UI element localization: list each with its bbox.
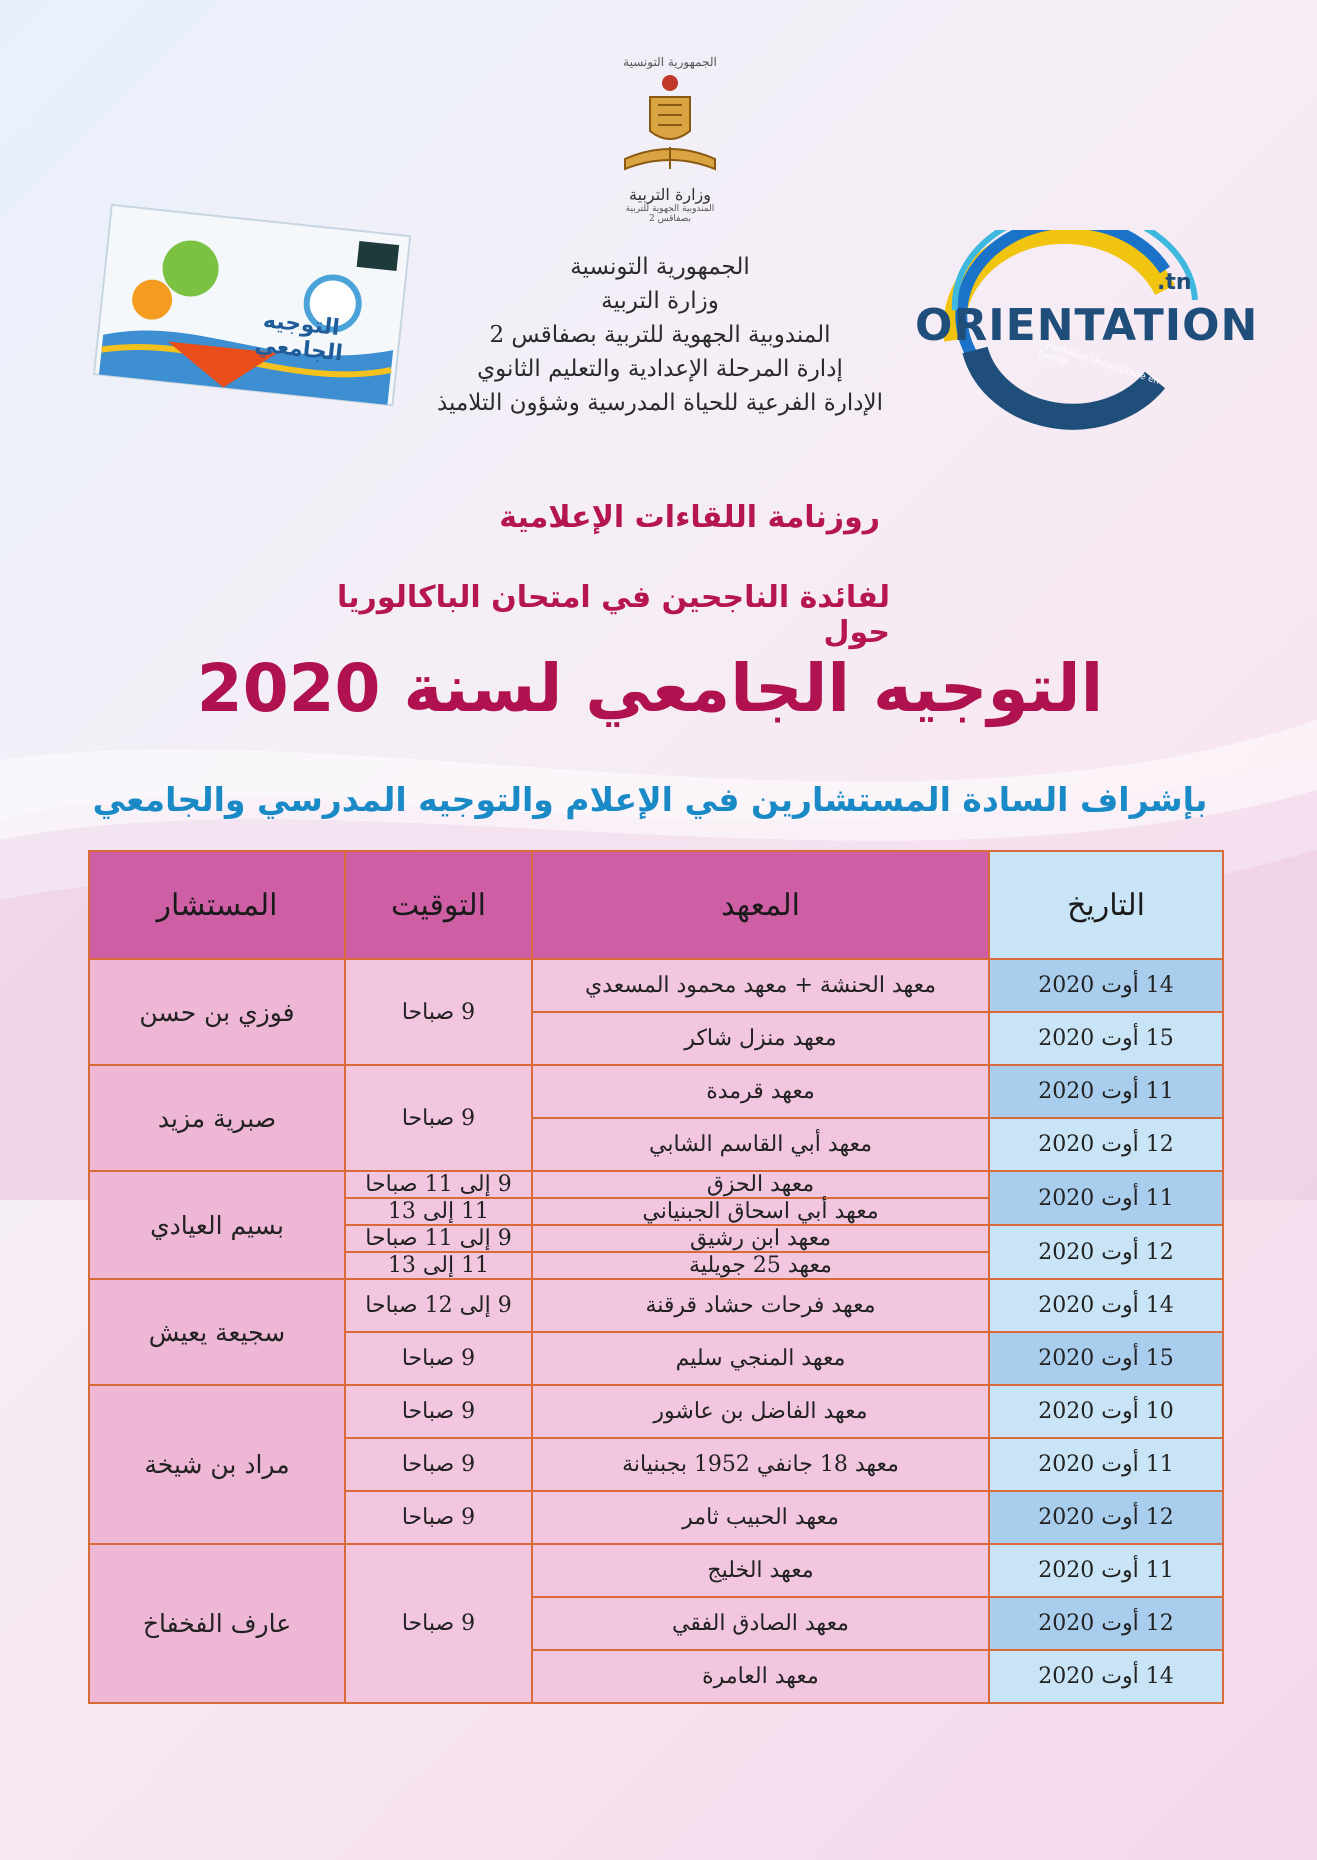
emblem-ministry-text: وزارة التربية (629, 185, 711, 204)
date-cell: 12 أوت 2020 (989, 1118, 1223, 1171)
time-cell: 9 إلى 11 صباحا (345, 1171, 532, 1198)
time-cell: 9 إلى 11 صباحا (345, 1225, 532, 1252)
time-cell: 9 صباحا (345, 1065, 532, 1171)
card-logo-text: التوجيه الجامعي (253, 308, 344, 367)
date-cell: 12 أوت 2020 (989, 1597, 1223, 1650)
time-cell: 11 إلى 13 (345, 1198, 532, 1225)
schedule-table (88, 850, 1224, 1704)
institute-cell: معهد الصادق الفقي (532, 1597, 989, 1650)
emblem-sub-text: المندوبية الجهوية للتربية بصفاقس 2 (625, 204, 715, 224)
table-row (89, 1385, 1223, 1438)
university-orientation-card-logo (80, 200, 425, 450)
date-cell: 15 أوت 2020 (989, 1332, 1223, 1385)
institute-cell: معهد 25 جويلية (532, 1252, 989, 1279)
date-cell: 11 أوت 2020 (989, 1065, 1223, 1118)
ministry-emblem (610, 55, 730, 240)
admin-line-republic: الجمهورية التونسية (570, 254, 750, 280)
calendar-title: روزنامة اللقاءات الإعلامية (499, 500, 880, 535)
column-header-advisor: المستشار (89, 851, 345, 959)
admin-line-regional: المندوبية الجهوية للتربية بصفاقس 2 (489, 322, 831, 348)
institute-cell: معهد منزل شاكر (532, 1012, 989, 1065)
administration-heading (380, 250, 940, 420)
institute-cell: معهد المنجي سليم (532, 1332, 989, 1385)
date-cell: 14 أوت 2020 (989, 1279, 1223, 1332)
page-title: التوجيه الجامعي لسنة 2020 (196, 650, 1104, 727)
time-cell: 11 إلى 13 (345, 1252, 532, 1279)
date-cell: 12 أوت 2020 (989, 1225, 1223, 1279)
table-header-row (89, 851, 1223, 959)
institute-cell: معهد فرحات حشاد قرقنة (532, 1279, 989, 1332)
institute-cell: معهد أبي اسحاق الجبنياني (532, 1198, 989, 1225)
institute-cell: معهد الحزق (532, 1171, 989, 1198)
date-cell: 10 أوت 2020 (989, 1385, 1223, 1438)
admin-line-ministry: وزارة التربية (601, 288, 719, 314)
date-cell: 11 أوت 2020 (989, 1438, 1223, 1491)
institute-cell: معهد الخليج (532, 1544, 989, 1597)
institute-cell: معهد الحنشة + معهد محمود المسعدي (532, 959, 989, 1012)
advisor-cell: سجيعة يعيش (89, 1279, 345, 1385)
institute-cell: معهد العامرة (532, 1650, 989, 1703)
time-cell: 9 إلى 12 صباحا (345, 1279, 532, 1332)
date-cell: 14 أوت 2020 (989, 959, 1223, 1012)
time-cell: 9 صباحا (345, 1491, 532, 1544)
orientation-logo-tld: .tn (1157, 270, 1192, 295)
institute-cell: معهد الفاضل بن عاشور (532, 1385, 989, 1438)
institute-cell: معهد 18 جانفي 1952 بجبنيانة (532, 1438, 989, 1491)
date-cell: 15 أوت 2020 (989, 1012, 1223, 1065)
institute-cell: معهد قرمدة (532, 1065, 989, 1118)
time-cell: 9 صباحا (345, 1332, 532, 1385)
table-row (89, 1065, 1223, 1118)
supervision-line: بإشراف السادة المستشارين في الإعلام والتوجيه المدرسي والجامعي (92, 780, 1208, 819)
advisor-cell: عارف الفخفاخ (89, 1544, 345, 1703)
calendar-subtitle: لفائدة الناجحين في امتحان الباكالوريا حول (337, 580, 890, 650)
admin-line-subdirectorate: الإدارة الفرعية للحياة المدرسية وشؤون التلاميذ (436, 390, 884, 416)
advisor-cell: بسيم العيادي (89, 1171, 345, 1279)
tunisia-coat-of-arms-icon (610, 69, 730, 179)
time-cell: 9 صباحا (345, 959, 532, 1065)
date-cell: 14 أوت 2020 (989, 1650, 1223, 1703)
admin-line-directorate: إدارة المرحلة الإعدادية والتعليم الثانوي (477, 356, 843, 382)
column-header-date: التاريخ (989, 851, 1223, 959)
orientation-logo-ring-text: Orientation Universitaire en Tunisie (1035, 338, 1161, 387)
time-cell: 9 صباحا (345, 1385, 532, 1438)
emblem-republic-text: الجمهورية التونسية (623, 55, 717, 69)
advisor-cell: مراد بن شيخة (89, 1385, 345, 1544)
advisor-cell: فوزي بن حسن (89, 959, 345, 1065)
column-header-time: التوقيت (345, 851, 532, 959)
date-cell: 12 أوت 2020 (989, 1491, 1223, 1544)
table-row (89, 1544, 1223, 1597)
orientation-logo-text: ORIENTATION (915, 300, 1259, 351)
table-row (89, 959, 1223, 1012)
table-row (89, 1279, 1223, 1332)
institute-cell: معهد الحبيب ثامر (532, 1491, 989, 1544)
time-cell: 9 صباحا (345, 1438, 532, 1491)
time-cell: 9 صباحا (345, 1544, 532, 1703)
date-cell: 11 أوت 2020 (989, 1544, 1223, 1597)
date-cell: 11 أوت 2020 (989, 1171, 1223, 1225)
advisor-cell: صبرية مزيد (89, 1065, 345, 1171)
orientation-tn-logo (915, 230, 1259, 430)
institute-cell: معهد أبي القاسم الشابي (532, 1118, 989, 1171)
column-header-institute: المعهد (532, 851, 989, 959)
table-row (89, 1171, 1223, 1198)
institute-cell: معهد ابن رشيق (532, 1225, 989, 1252)
